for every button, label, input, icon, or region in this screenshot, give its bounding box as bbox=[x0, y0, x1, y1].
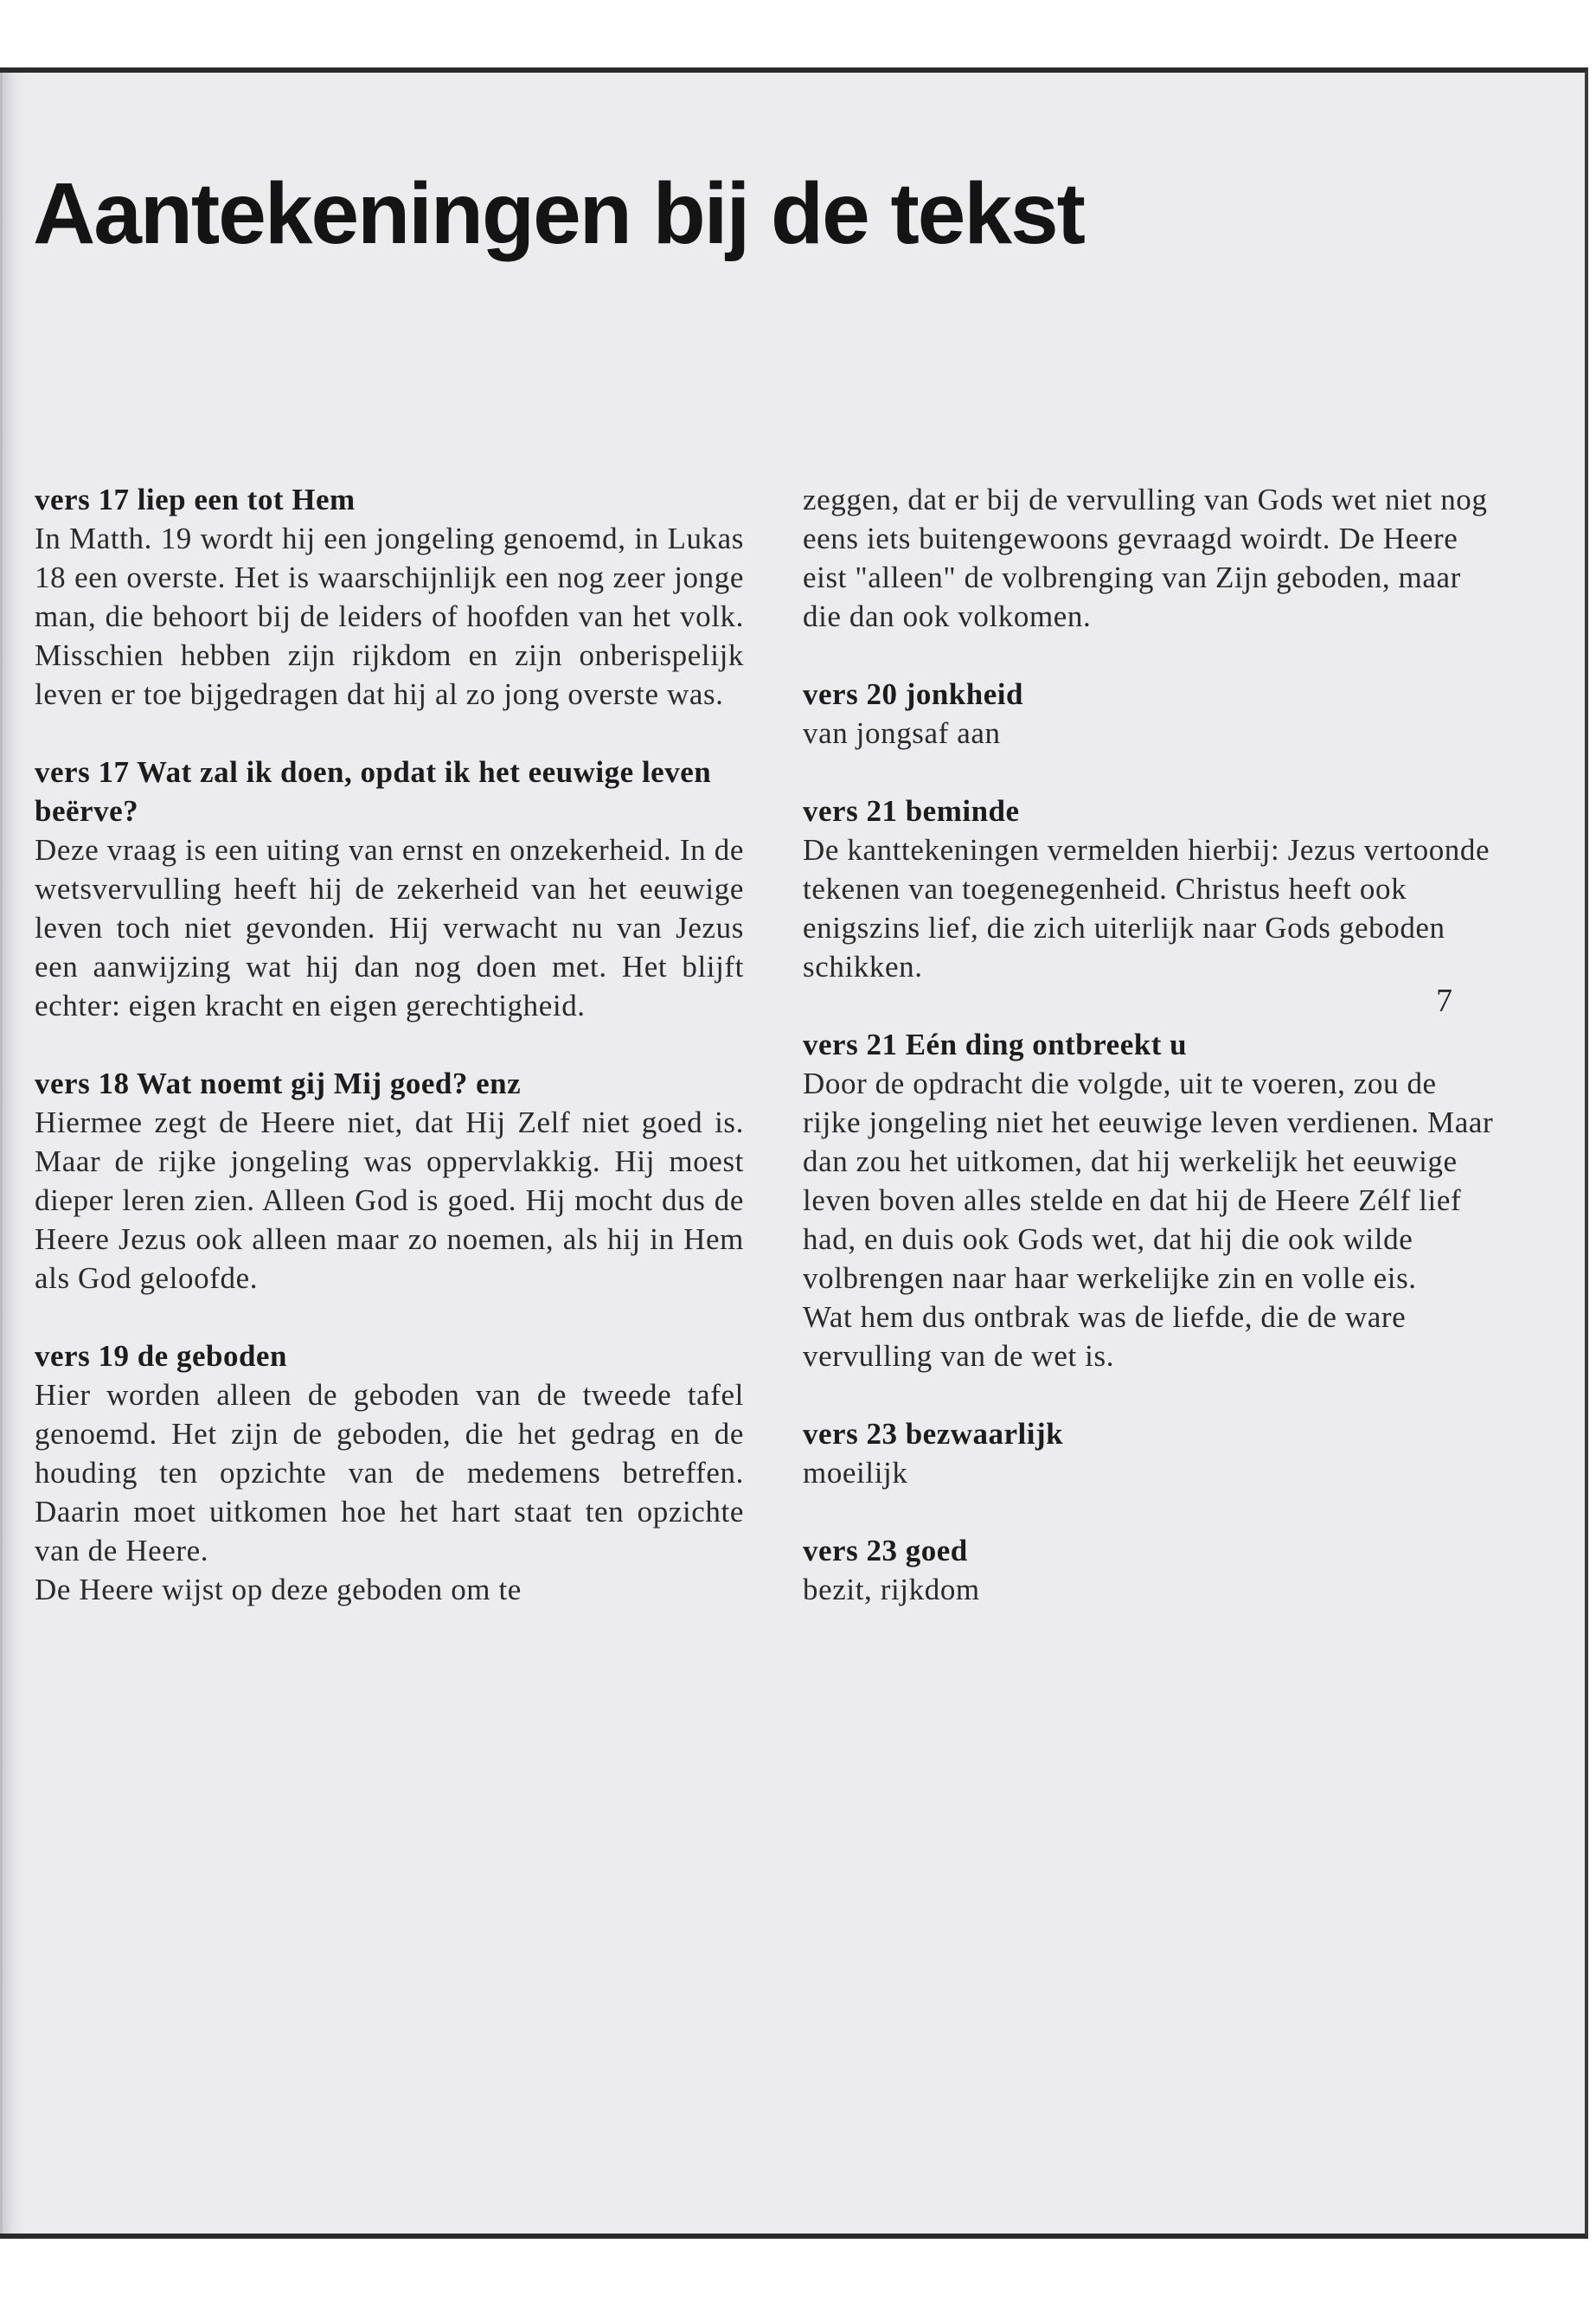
page-title: Aantekeningen bij de tekst bbox=[33, 165, 1084, 262]
note-text: De kanttekeningen vermelden hierbij: Jezus vertoonde tekenen van toegenegenheid. Christus heeft ook enigszins lief, die zich uiterlijk naar Gods geboden schikken. bbox=[803, 833, 1490, 984]
page-number: 7 bbox=[1436, 983, 1452, 1019]
note-text: zeggen, dat er bij de vervulling van Gods wet niet nog eens iets buitengewoons gevraagd woirdt. De Heere eist "alleen" de volbrenging van Zijn geboden, maar die dan ook volkomen. bbox=[803, 483, 1488, 633]
note-text: Hier worden alleen de geboden van de tweede tafel genoemd. Het zijn de geboden, die het gedrag en de houding ten opzichte van de medemens betreffen. Daarin moet uitkomen hoe het hart staat ten opzichte van de Heere. bbox=[35, 1378, 744, 1567]
note-text: Wat hem dus ontbrak was de liefde, die de ware vervulling van de wet is. bbox=[803, 1300, 1407, 1373]
note-heading: vers 19 de geboden bbox=[35, 1339, 287, 1373]
note-verse-23-bezwaarlijk bbox=[803, 1414, 1499, 1492]
note-heading: vers 23 goed bbox=[803, 1534, 968, 1567]
note-verse-19 bbox=[35, 1336, 744, 1609]
note-heading: vers 21 beminde bbox=[803, 794, 1020, 828]
note-verse-17-liep bbox=[35, 480, 744, 714]
book-spine-edge bbox=[0, 73, 25, 2234]
note-text: van jongsaf aan bbox=[803, 716, 1001, 750]
note-verse-17-wat-zal-ik-doen bbox=[35, 753, 744, 1025]
note-verse-21-een-ding bbox=[803, 1025, 1499, 1375]
note-heading: vers 23 bezwaarlijk bbox=[803, 1417, 1064, 1451]
note-heading: vers 17 liep een tot Hem bbox=[35, 483, 356, 516]
note-text: bezit, rijkdom bbox=[803, 1573, 980, 1606]
note-text: Deze vraag is een uiting van ernst en onzekerheid. In de wetsvervulling heeft hij de zekerheid van het eeuwige leven toch niet gevonden. Hij verwacht nu van Jezus een aanwijzing wat hij dan nog doen met. Het blijft echter: eigen kracht en eigen gerechtigheid. bbox=[35, 833, 744, 1022]
note-text: In Matth. 19 wordt hij een jongeling genoemd, in Lukas 18 een overste. Het is waarschijnlijk een nog zeer jonge man, die behoort bij de leiders of hoofden van het volk. Misschien hebben zijn rijkdom en zijn onberispelijk leven er toe bijgedragen dat hij al zo jong overste was. bbox=[35, 522, 744, 711]
note-heading: vers 17 Wat zal ik doen, opdat ik het eeuwige leven beërve? bbox=[35, 755, 712, 828]
note-verse-18 bbox=[35, 1064, 744, 1298]
note-text: Door de opdracht die volgde, uit te voeren, zou de rijke jongeling niet het eeuwige leven verdienen. Maar dan zou het uitkomen, dat hij werkelijk het eeuwige leven boven alles stelde en dat hij de Heere Zélf lief had, en duis ook Gods wet, dat hij die ook wilde volbrengen naar haar werkelijke zin en volle eis. bbox=[803, 1067, 1494, 1295]
note-verse-21-beminde bbox=[803, 792, 1499, 986]
note-text: De Heere wijst op deze geboden om te bbox=[35, 1573, 522, 1606]
note-continuation bbox=[803, 480, 1499, 636]
note-verse-23-goed bbox=[803, 1531, 1499, 1609]
note-heading: vers 18 Wat noemt gij Mij goed? enz bbox=[35, 1067, 522, 1100]
note-text: Hiermee zegt de Heere niet, dat Hij Zelf niet goed is. Maar de rijke jongeling was oppervlakkig. Hij moest dieper leren zien. Alleen God is goed. Hij mocht dus de Heere Jezus ook alleen maar zo noemen, als hij in Hem als God geloofde. bbox=[35, 1106, 744, 1295]
notes-column-left bbox=[35, 480, 744, 1648]
note-heading: vers 21 Eén ding ontbreekt u bbox=[803, 1028, 1188, 1061]
note-heading: vers 20 jonkheid bbox=[803, 677, 1023, 711]
note-verse-20 bbox=[803, 675, 1499, 753]
note-text: moeilijk bbox=[803, 1456, 908, 1490]
notes-column-right bbox=[803, 480, 1499, 1648]
